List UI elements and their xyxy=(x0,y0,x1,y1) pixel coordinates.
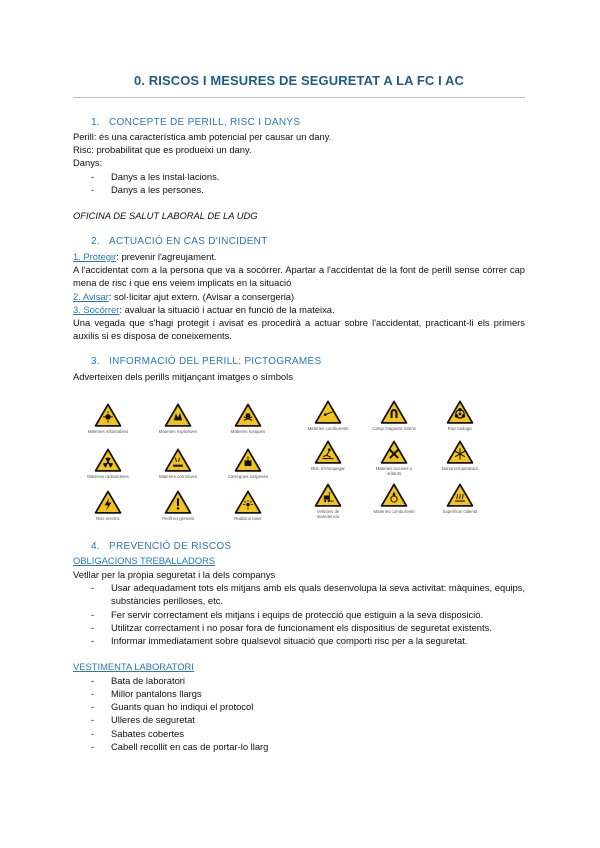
electric-icon xyxy=(86,490,130,521)
section2-heading-number: 2. xyxy=(91,236,100,247)
pictogram-label: Materies nocives o irritants xyxy=(375,466,413,476)
section3-heading xyxy=(91,356,321,367)
danys-label: Danys: xyxy=(73,157,103,168)
risc-definition: Risc: probabilitat que es produeixi un dany. xyxy=(73,144,252,155)
magnetic-icon xyxy=(372,400,416,431)
step-protegir: 1. Protegir: prevenir l'agreujament. xyxy=(73,251,217,262)
pictogram-label: Superficie calenta xyxy=(442,509,478,514)
list-item: - Millor pantalons llargs xyxy=(91,688,202,699)
section4-heading xyxy=(91,541,231,552)
list-item: - Informar immediatament sobre qualsevol situació que comporti risc per a la seguretat. xyxy=(91,635,468,646)
list-item: - Utilitzar correctament i no posar fora de funcionament els dispositius de seguretat existents. xyxy=(91,622,492,633)
list-item: - Sabates cobertes xyxy=(91,728,184,739)
section2-heading xyxy=(91,236,268,247)
oficina-salut-laboral: OFICINA DE SALUT LABORAL DE LA UDG xyxy=(73,210,258,221)
trip-icon xyxy=(306,440,350,471)
explosion-icon xyxy=(156,403,200,434)
title-divider xyxy=(73,97,525,98)
page-title: 0. RISCOS I MESURES DE SEGURETAT A LA FC I AC xyxy=(133,73,464,88)
list-item: - Bata de laboratori xyxy=(91,675,186,686)
section1-heading-number: 1. xyxy=(91,117,100,128)
list-item: - Ulleres de seguretat xyxy=(91,714,195,725)
section1-heading-text: CONCEPTE DE PERILL, RISC I DANYS xyxy=(109,117,301,128)
suspended-load-icon xyxy=(226,448,270,479)
pictograms-intro: Adverteixen dels perills mitjançant imatges o símbols xyxy=(73,371,293,382)
pictogram-label: Risc d'ensopegar xyxy=(311,466,345,471)
pictogram-label: Materies comburents xyxy=(307,426,349,431)
step-avisar: 2. Avisar: sol·licitar ajut extern. (Avisar a consergeria) xyxy=(73,291,295,302)
harmful-icon xyxy=(372,440,416,476)
general-danger-icon xyxy=(156,490,200,521)
pictogram-label: Radiacio laser xyxy=(234,516,262,521)
forklift-icon xyxy=(306,483,350,519)
oxidizing-icon xyxy=(306,400,350,431)
list-item: - Cabell recollit en cas de portar-lo llarg xyxy=(91,741,269,752)
perill-definition: Perill: és una característica amb potencial per causar un dany. xyxy=(73,131,332,142)
list-item: - Danys a les instal·lacions. xyxy=(91,171,220,182)
socorrer-link[interactable]: 3. Socórrer xyxy=(73,304,120,315)
pictogram-label: Baixa temperatura xyxy=(442,466,478,471)
protegir-detail: A l'accidentat com a la persona que va a socórrer. Apartar a l'accidentat de la font de perill sense córrer cap mena de risc i que ens veiem implicats en la situació xyxy=(73,264,525,289)
section1-heading xyxy=(91,117,300,128)
vestimenta-subheading[interactable]: VESTIMENTA LABORATORI xyxy=(73,661,194,672)
pictogram-label: Materies corrosives xyxy=(158,474,198,479)
pictogram-label: Perill en general xyxy=(162,516,194,521)
protegir-link[interactable]: 1. Protegir xyxy=(73,251,117,262)
pictogram-label: Risc electric xyxy=(96,516,120,521)
section4-heading-number: 4. xyxy=(91,541,100,552)
obligacions-subheading[interactable]: OBLIGACIONS TREBALLADORS xyxy=(73,555,216,566)
biohazard-icon xyxy=(438,400,482,431)
list-item: - Usar adequadament tots els mitjans amb els quals desenvolupa la seva activitat: màquines, equips, substàncies perilloses, etc. xyxy=(91,582,525,607)
radioactive-icon xyxy=(86,448,130,479)
pictogram-label: Materies explosives xyxy=(158,429,198,434)
list-item: - Guants quan ho indiqui el protocol xyxy=(91,701,254,712)
pictogram-label: Camp magnetic intens xyxy=(372,426,416,431)
pictogram-label: Vehicles de manutencio xyxy=(316,509,340,519)
pictogram-label: Carregues suspeses xyxy=(227,474,269,479)
list-item: - Fer servir correctament els mitjans i equips de protecció que estiguin a la seva disposició. xyxy=(91,609,484,620)
explosive-icon xyxy=(86,403,130,434)
section4-heading-text: PREVENCIÓ DE RISCOS xyxy=(109,541,232,552)
section3-heading-number: 3. xyxy=(91,356,100,367)
pictogram-label: Materies radioactives xyxy=(87,474,129,479)
low-temperature-icon xyxy=(438,440,482,471)
section3-heading-text: INFORMACIÓ DEL PERILL: PICTOGRAMES xyxy=(109,356,322,367)
socorrer-detail: Una vegada que s'hagi protegit i avisat es procedirà a actuar sobre l'accidentat, practicant-li els primers auxilis si es disposa de coneixements. xyxy=(73,317,525,342)
laser-icon xyxy=(226,490,270,521)
list-item: - Danys a les persones. xyxy=(91,184,204,195)
obligacions-intro: Vetllar per la pròpia seguretat i la dels companys xyxy=(73,569,276,580)
avisar-link[interactable]: 2. Avisar xyxy=(73,291,109,302)
hot-surface-icon xyxy=(438,483,482,514)
pictogram-label: Materies toxiques xyxy=(230,429,266,434)
pictogram-label: Materies comburents xyxy=(373,509,415,514)
fire-icon xyxy=(372,483,416,514)
pictogram-label: Risc biologic xyxy=(447,426,473,431)
pictogram-label: Materies inflamables xyxy=(87,429,129,434)
toxic-icon xyxy=(226,403,270,434)
step-socorrer: 3. Socórrer: avaluar la situació i actuar en funció de la mateixa. xyxy=(73,304,335,315)
section2-heading-text: ACTUACIÓ EN CAS D'INCIDENT xyxy=(109,236,268,247)
corrosive-icon xyxy=(156,448,200,479)
